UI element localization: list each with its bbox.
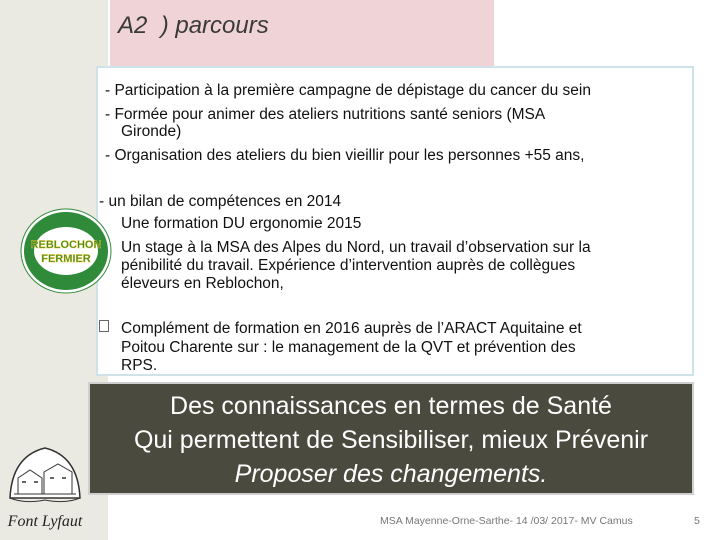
svg-text:Font Lyfaut: Font Lyfaut <box>7 513 83 530</box>
content-line-10: Complément de formation en 2016 auprès de l’ARACT Aquitaine et <box>121 320 582 337</box>
page-number: 5 <box>694 515 700 527</box>
content-line-5: - un bilan de compétences en 2014 <box>99 193 342 210</box>
content-line-3: Gironde) <box>121 123 182 140</box>
content-line-1: - Participation à la première campagne de dépistage du cancer du sein <box>105 82 591 99</box>
font-lyfaut-logo <box>4 438 86 536</box>
svg-text:REBLOCHON: REBLOCHON <box>30 239 102 251</box>
banner-line-2: Qui permettent de Sensibiliser, mieux Prévenir <box>133 426 649 454</box>
content-line-4: - Organisation des ateliers du bien vieillir pour les personnes +55 ans, <box>105 147 585 164</box>
footer-text: MSA Mayenne-Orne-Sarthe- 14 /03/ 2017- MV Camus <box>380 515 633 527</box>
content-line-6: Une formation DU ergonomie 2015 <box>121 215 362 232</box>
content-line-2: - Formée pour animer des ateliers nutritions santé seniors (MSA <box>105 106 546 123</box>
slide-title: A2 ) parcours <box>118 12 269 39</box>
banner-line-3: Proposer des changements. <box>234 460 548 488</box>
content-line-12: RPS. <box>121 357 158 374</box>
content-line-8: pénibilité du travail. Expérience d’intervention auprès de collègues <box>121 257 576 274</box>
content-line-7: Un stage à la MSA des Alpes du Nord, un travail d’observation sur la <box>121 239 591 256</box>
reblochon-fermier-logo <box>20 208 112 294</box>
content-line-11: Poitou Charente sur : le management de la QVT et prévention des <box>121 339 576 356</box>
banner-line-1: Des connaissances en termes de Santé <box>170 392 612 420</box>
checkbox-bullet-icon <box>99 320 109 332</box>
svg-text:FERMIER: FERMIER <box>41 253 91 265</box>
content-line-9: éleveurs en Reblochon, <box>121 275 284 292</box>
